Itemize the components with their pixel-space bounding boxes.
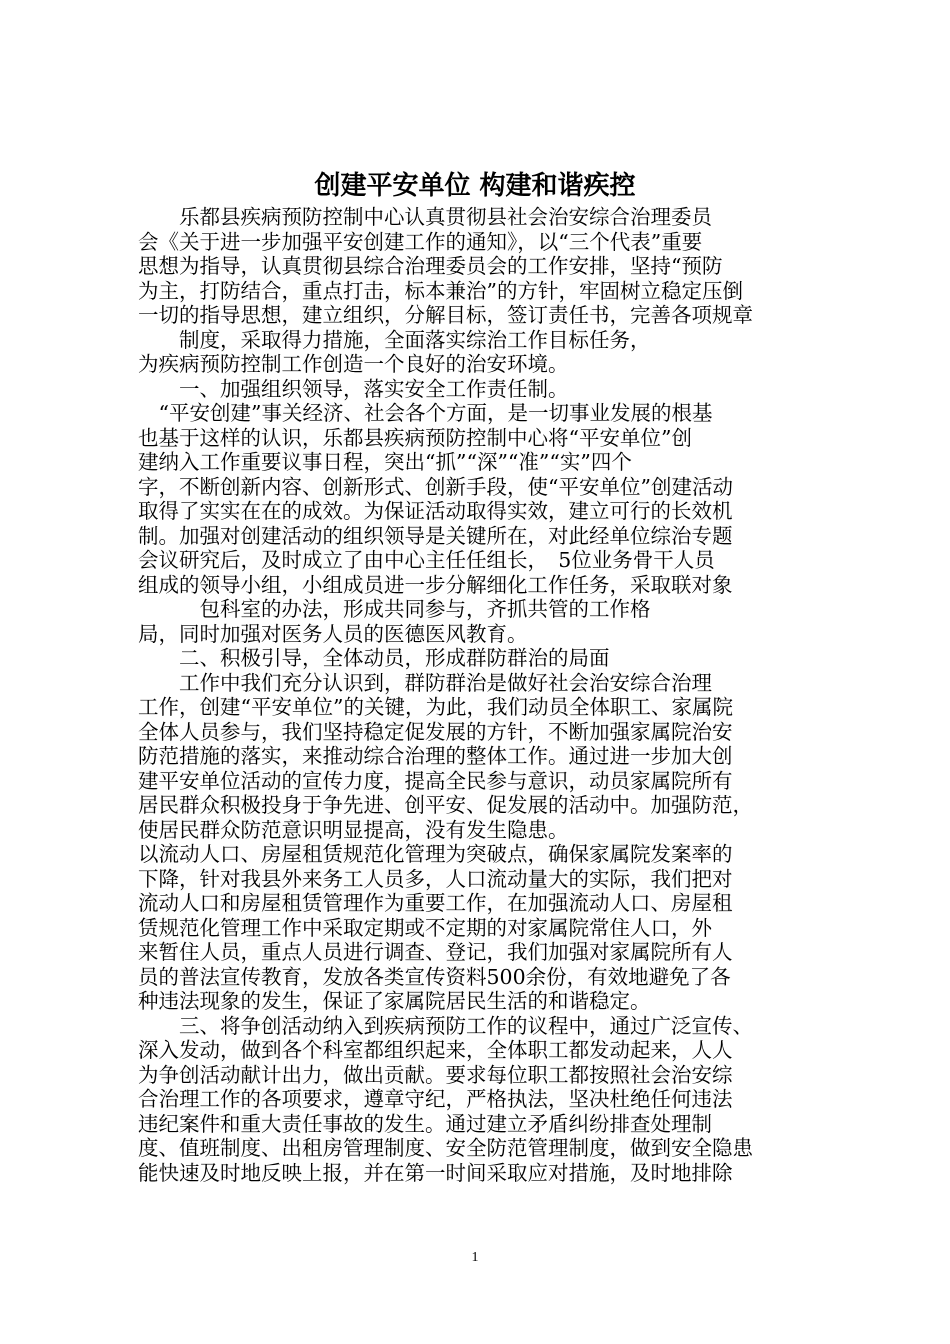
body-line: 下降，针对我县外来务工人员多，人口流动量大的实际，我们把对 [138, 866, 733, 891]
body-line: 度、值班制度、出租房管理制度、安全防范管理制度，做到安全隐患 [138, 1136, 753, 1160]
body-line: 为争创活动献计出力，做出贡献。要求每位职工都按照社会治安综 [138, 1062, 733, 1087]
body-line: 使居民群众防范意识明显提高，没有发生隐患。 [138, 817, 569, 842]
document-title: 创建平安单位 构建和谐疾控 [314, 171, 636, 201]
body-line: 居民群众积极投身于争先进、创平安、促发展的活动中。加强防范， [138, 793, 753, 817]
body-line: 三、将争创活动纳入到疾病预防工作的议程中，通过广泛宣传、 [138, 1013, 753, 1038]
body-line: 取得了实实在在的成效。为保证活动取得实效，建立可行的长效机 [138, 499, 733, 523]
body-line: 字，不断创新内容、创新形式、创新手段，使“平安单位”创建活动 [138, 474, 733, 499]
document-body [138, 205, 828, 1185]
body-line: 防范措施的落实，来推动综合治理的整体工作。通过进一步加大创 [138, 744, 733, 768]
body-line: 员的普法宣传教育，发放各类宣传资料500余份，有效地避免了各 [138, 964, 731, 989]
body-line: 建平安单位活动的宣传力度，提高全民参与意识，动员家属院所有 [138, 768, 733, 793]
body-line: 合治理工作的各项要求，遵章守纪，严格执法，坚决杜绝任何违法 [138, 1087, 733, 1111]
body-line: 包科室的办法，形成共同参与，齐抓共管的工作格 [138, 597, 651, 621]
page-number: 1 [471, 1250, 479, 1265]
body-line: 来暂住人员，重点人员进行调查、登记，我们加强对家属院所有人 [138, 940, 733, 964]
body-line: 二、积极引导，全体动员，形成群防群治的局面 [138, 646, 610, 670]
body-line: 流动人口和房屋租赁管理作为重要工作，在加强流动人口、房屋租 [138, 891, 733, 915]
body-line: 会议研究后，及时成立了由中心主任任组长， 5位业务骨干人员 [138, 548, 715, 572]
body-line: 赁规范化管理工作中采取定期或不定期的对家属院常住人口，外 [138, 915, 712, 940]
body-line: 为疾病预防控制工作创造一个良好的治安环境。 [138, 352, 569, 376]
body-line: 制度，采取得力措施，全面落实综治工作目标任务， [138, 327, 651, 352]
body-line: 一、加强组织领导，落实安全工作责任制。 [138, 376, 569, 401]
body-line: 也基于这样的认识，乐都县疾病预防控制中心将“平安单位”创 [138, 425, 692, 450]
body-line: 组成的领导小组，小组成员进一步分解细化工作任务，采取联对象 [138, 572, 733, 597]
body-line: 制。加强对创建活动的组织领导是关键所在，对此经单位综治专题 [138, 523, 733, 548]
body-line: 建纳入工作重要议事日程，突出“抓”“深”“准”“实”四个 [138, 450, 632, 474]
body-line: 能快速及时地反映上报，并在第一时间采取应对措施，及时地排除 [138, 1160, 733, 1185]
body-line: 全体人员参与，我们坚持稳定促发展的方针，不断加强家属院治安 [138, 719, 733, 744]
body-line: 违纪案件和重大责任事故的发生。通过建立矛盾纠纷排查处理制 [138, 1111, 712, 1136]
body-line: 工作中我们充分认识到，群防群治是做好社会治安综合治理 [138, 670, 712, 695]
body-line: 局，同时加强对医务人员的医德医风教育。 [138, 621, 528, 646]
body-line: “平安创建”事关经济、社会各个方面，是一切事业发展的根基 [138, 401, 713, 425]
body-line: 一切的指导思想，建立组织，分解目标，签订责任书，完善各项规章 [138, 303, 753, 327]
body-line: 思想为指导，认真贯彻县综合治理委员会的工作安排，坚持“预防 [138, 254, 723, 278]
body-line: 深入发动，做到各个科室都组织起来，全体职工都发动起来，人人 [138, 1038, 733, 1062]
body-line: 工作，创建“平安单位”的关键，为此，我们动员全体职工、家属院 [138, 695, 733, 719]
body-line: 种违法现象的发生，保证了家属院居民生活的和谐稳定。 [138, 989, 651, 1013]
body-line: 为主，打防结合，重点打击，标本兼治”的方针，牢固树立稳定压倒 [138, 278, 743, 303]
body-line: 会《关于进一步加强平安创建工作的通知》，以“三个代表”重要 [138, 229, 703, 254]
body-line: 乐都县疾病预防控制中心认真贯彻县社会治安综合治理委员 [138, 205, 712, 229]
body-line: 以流动人口、房屋租赁规范化管理为突破点，确保家属院发案率的 [138, 842, 733, 866]
